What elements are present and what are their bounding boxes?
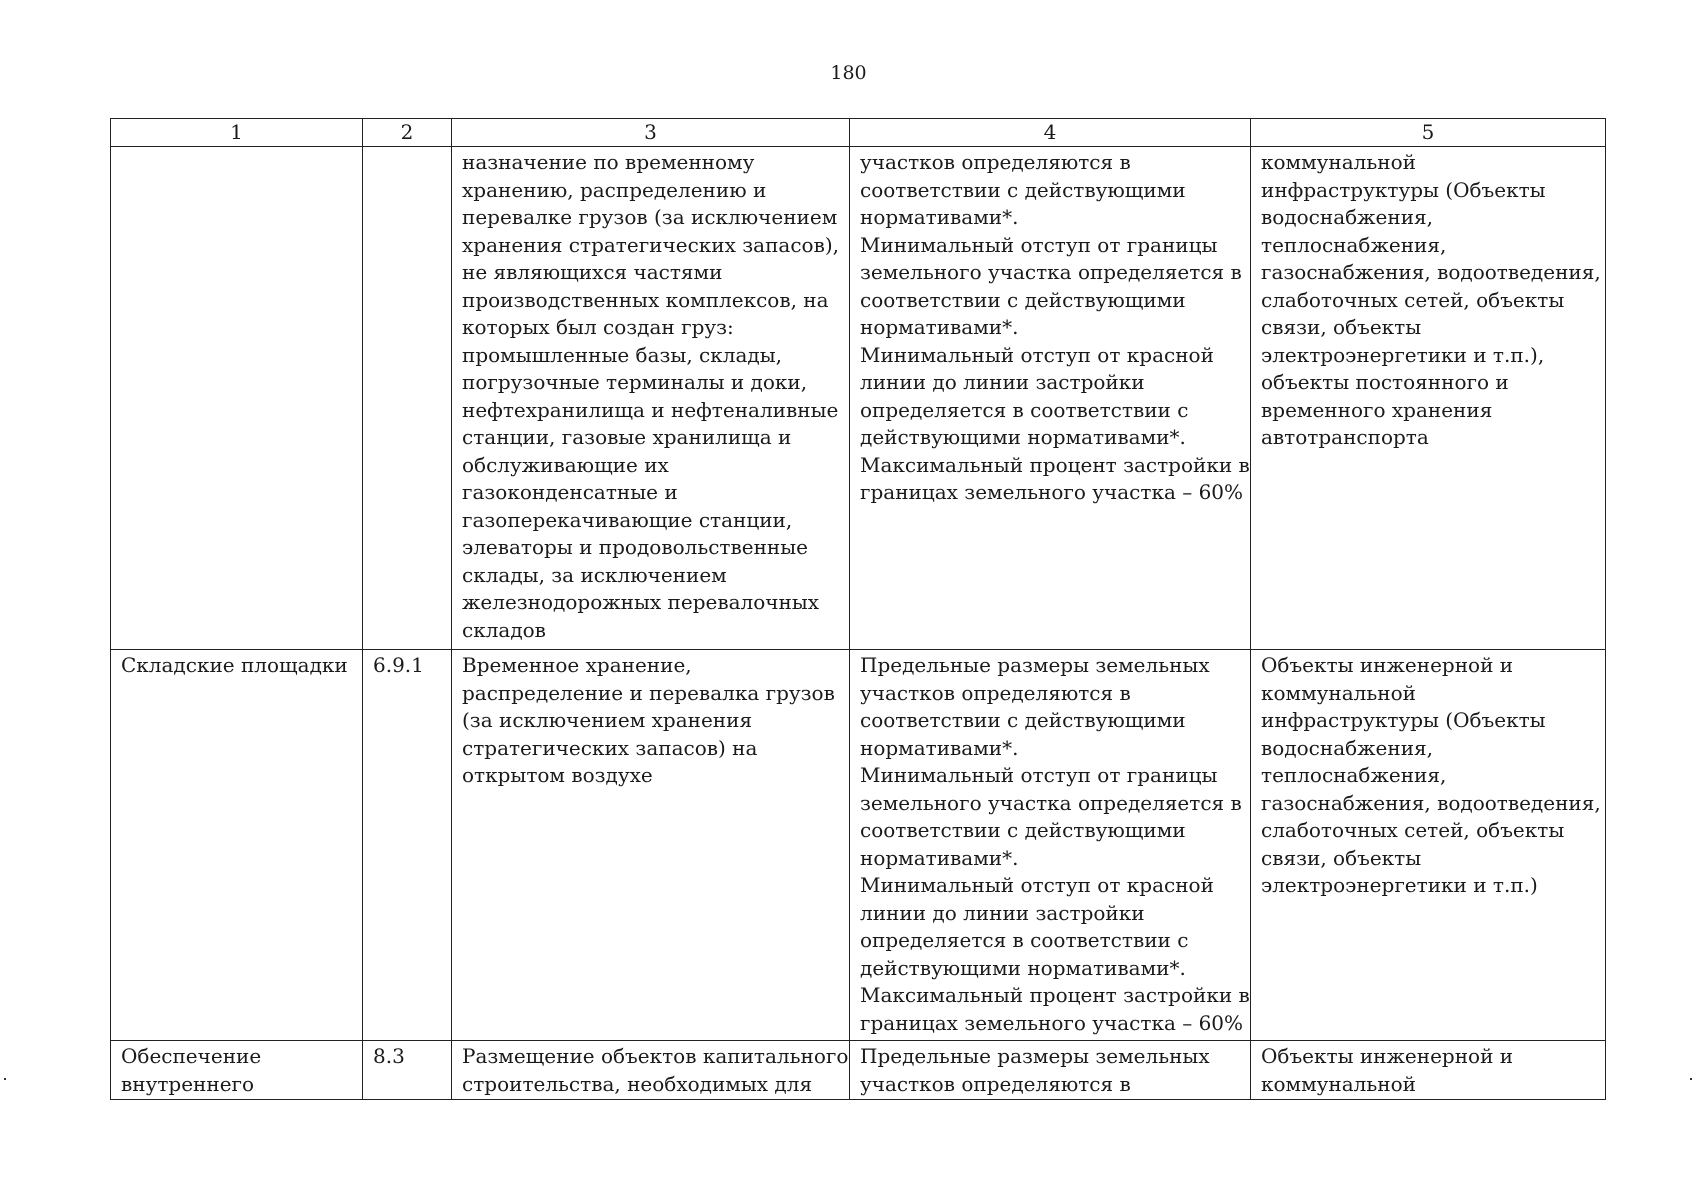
cell-text-line: которых был создан груз: xyxy=(462,315,734,339)
cell-use-code xyxy=(363,650,452,1041)
cell-text-line: линии до линии застройки xyxy=(860,370,1145,394)
cell-text-line: склады, за исключением xyxy=(462,562,727,587)
cell-auxiliary-uses xyxy=(1251,1041,1606,1100)
cell-text-line: Максимальный процент застройки в xyxy=(860,983,1250,1007)
cell-text-line: соответствии с действующими xyxy=(860,708,1186,732)
cell-text-line: теплоснабжения, xyxy=(1261,763,1447,787)
cell-text-line: стратегических запасов) на xyxy=(462,735,758,760)
cell-use-name xyxy=(111,650,363,1041)
cell-text-line: коммунальной xyxy=(1261,150,1416,174)
column-header-4: 4 xyxy=(850,119,1251,147)
cell-text-line: слаботочных сетей, объекты xyxy=(1261,287,1565,312)
cell-text-line: определяется в соответствии с xyxy=(860,397,1189,422)
cell-text-line: земельного участка определяется в xyxy=(860,260,1242,284)
column-header-3: 3 xyxy=(452,119,850,147)
cell-text-line: инфраструктуры (Объекты xyxy=(1261,708,1546,732)
cell-text-line: нормативами*. xyxy=(860,735,1019,760)
cell-text-line: временного хранения xyxy=(1261,397,1493,422)
cell-text-line: производственных комплексов, на xyxy=(462,287,829,312)
cell-auxiliary-uses xyxy=(1251,650,1606,1041)
cell-text-line: Минимальный отступ от границы xyxy=(860,763,1218,787)
cell-text-line: внутреннего xyxy=(121,1071,255,1096)
cell-text-line: участков определяются в xyxy=(860,1071,1131,1096)
cell-text-line: обслуживающие их xyxy=(462,452,669,477)
cell-text-line: границах земельного участка – 60% xyxy=(860,1010,1244,1035)
cell-text-line: Минимальный отступ от красной xyxy=(860,873,1214,897)
table-row-internal-order xyxy=(111,1041,1606,1100)
cell-text-line: элеваторы и продовольственные xyxy=(462,535,808,559)
cell-text-line: назначение по временному xyxy=(462,150,755,174)
cell-text-line: линии до линии застройки xyxy=(860,900,1145,925)
cell-text-line: перевалке грузов (за исключением xyxy=(462,205,838,229)
cell-text-line: соответствии с действующими xyxy=(860,177,1186,202)
cell-text-line: Минимальный отступ от красной xyxy=(860,342,1214,367)
cell-text-line: границах земельного участка – 60% xyxy=(860,480,1244,504)
page-number: 180 xyxy=(830,62,867,84)
cell-text-line: Объекты инженерной и xyxy=(1261,1044,1514,1068)
cell-text-line: Предельные размеры земельных xyxy=(860,1044,1210,1068)
cell-text-line: железнодорожных перевалочных xyxy=(462,590,820,614)
cell-text-line: (за исключением хранения xyxy=(462,708,753,732)
column-header-2: 2 xyxy=(363,119,452,147)
cell-text-line: теплоснабжения, xyxy=(1261,232,1447,257)
cell-text-line: Складские площадки xyxy=(121,653,348,677)
cell-use-code xyxy=(363,147,452,650)
cell-text-line: газоконденсатные и xyxy=(462,480,678,504)
cell-text-line: водоснабжения, xyxy=(1261,205,1434,229)
cell-text-line: Минимальный отступ от границы xyxy=(860,232,1218,257)
cell-text-line: Размещение объектов капитального xyxy=(462,1044,849,1068)
cell-text-line: распределение и перевалка грузов xyxy=(462,680,835,705)
cell-text-line: Объекты инженерной и xyxy=(1261,653,1514,677)
cell-text-line: инфраструктуры (Объекты xyxy=(1261,177,1546,202)
cell-use-description xyxy=(452,147,850,650)
cell-text-line: газоснабжения, водоотведения, xyxy=(1261,790,1601,815)
scan-speck xyxy=(4,1078,6,1080)
header-row xyxy=(111,119,1606,147)
cell-text-line: нормативами*. xyxy=(860,315,1019,339)
cell-text-line: 8.3 xyxy=(373,1044,405,1068)
cell-text-line: объекты постоянного и xyxy=(1261,370,1509,394)
cell-text-line: слаботочных сетей, объекты xyxy=(1261,818,1565,842)
cell-text-line: земельного участка определяется в xyxy=(860,790,1242,815)
cell-text-line: 6.9.1 xyxy=(373,653,424,677)
cell-parameters xyxy=(850,147,1251,650)
cell-use-name xyxy=(111,147,363,650)
cell-parameters xyxy=(850,650,1251,1041)
cell-text-line: Обеспечение xyxy=(121,1044,262,1068)
cell-text-line: электроэнергетики и т.п.) xyxy=(1261,873,1538,897)
cell-text-line: связи, объекты xyxy=(1261,845,1422,870)
cell-text-line: хранения стратегических запасов), xyxy=(462,232,839,257)
cell-text-line: участков определяются в xyxy=(860,680,1131,705)
table-row-continued xyxy=(111,147,1606,650)
cell-text-line: соответствии с действующими xyxy=(860,818,1186,842)
cell-text-line: электроэнергетики и т.п.), xyxy=(1261,342,1545,367)
cell-text-line: погрузочные терминалы и доки, xyxy=(462,370,808,394)
scan-speck xyxy=(1690,1078,1692,1080)
column-header-1: 1 xyxy=(111,119,363,147)
cell-text-line: участков определяются в xyxy=(860,150,1131,174)
cell-text-line: не являющихся частями xyxy=(462,260,723,284)
cell-use-code xyxy=(363,1041,452,1100)
cell-text-line: определяется в соответствии с xyxy=(860,928,1189,952)
cell-parameters xyxy=(850,1041,1251,1100)
cell-text-line: коммунальной xyxy=(1261,1071,1416,1096)
cell-text-line: промышленные базы, склады, xyxy=(462,342,782,367)
cell-text-line: связи, объекты xyxy=(1261,315,1422,339)
cell-text-line: газоснабжения, водоотведения, xyxy=(1261,260,1601,284)
column-header-5: 5 xyxy=(1251,119,1606,147)
cell-text-line: соответствии с действующими xyxy=(860,287,1186,312)
cell-text-line: Предельные размеры земельных xyxy=(860,653,1210,677)
cell-use-description xyxy=(452,1041,850,1100)
cell-text-line: водоснабжения, xyxy=(1261,735,1434,760)
cell-text-line: хранению, распределению и xyxy=(462,177,767,202)
cell-text-line: автотранспорта xyxy=(1261,425,1429,449)
cell-text-line: нефтехранилища и нефтеналивные xyxy=(462,397,839,422)
table-row-storage-sites xyxy=(111,650,1606,1041)
cell-text-line: нормативами*. xyxy=(860,845,1019,870)
cell-text-line: открытом воздухе xyxy=(462,763,653,787)
cell-text-line: станции, газовые хранилища и xyxy=(462,425,792,449)
cell-use-name xyxy=(111,1041,363,1100)
cell-auxiliary-uses xyxy=(1251,147,1606,650)
cell-text-line: Максимальный процент застройки в xyxy=(860,452,1250,477)
cell-text-line: Временное хранение, xyxy=(462,653,692,677)
cell-text-line: складов xyxy=(462,617,546,642)
cell-text-line: коммунальной xyxy=(1261,680,1416,705)
cell-text-line: действующими нормативами*. xyxy=(860,425,1186,449)
cell-text-line: строительства, необходимых для xyxy=(462,1071,813,1096)
cell-text-line: нормативами*. xyxy=(860,205,1019,229)
land-use-table xyxy=(110,118,1606,1100)
cell-use-description xyxy=(452,650,850,1041)
cell-text-line: газоперекачивающие станции, xyxy=(462,507,793,532)
cell-text-line: действующими нормативами*. xyxy=(860,955,1186,980)
